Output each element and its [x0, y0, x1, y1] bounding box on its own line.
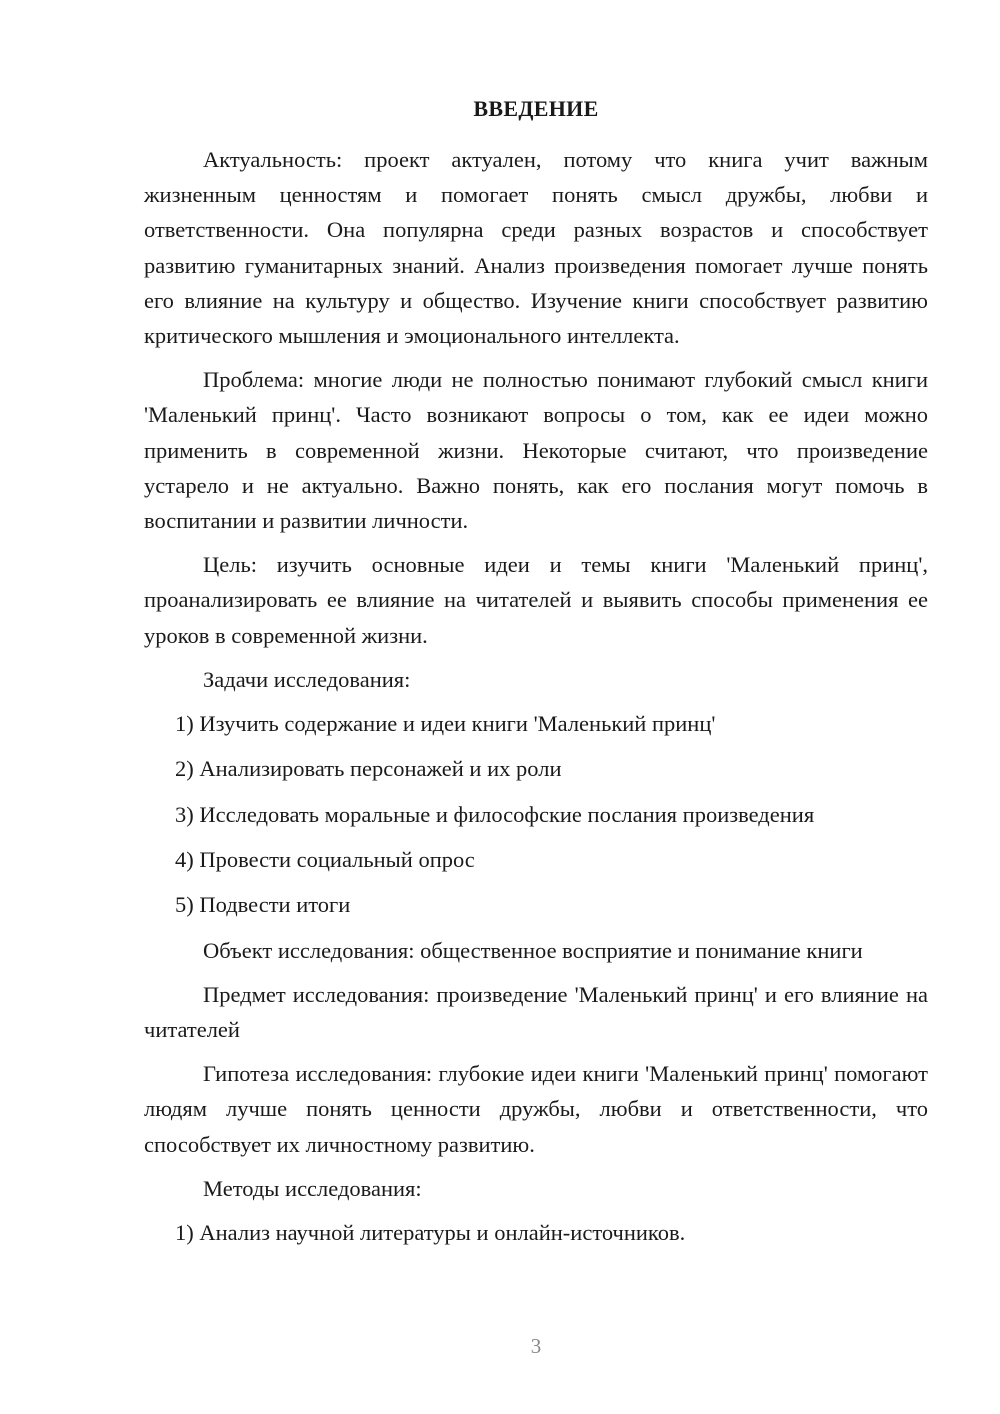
section-heading: ВВЕДЕНИЕ — [473, 96, 599, 121]
tasks-title: Задачи исследования: — [203, 666, 411, 692]
page-number: 3 — [530, 1334, 542, 1358]
list-item: 5) Подвести итоги — [175, 892, 351, 918]
hypothesis-paragraph: Гипотеза исследования: глубокие идеи книги 'Маленький принц' помогают людям лучше понять ценности дружбы, любви и ответственности, что способствует их личностному развитию. — [144, 1061, 928, 1157]
tasks-list — [144, 706, 928, 923]
document-body — [144, 142, 928, 1260]
methods-list — [144, 1215, 928, 1251]
problem-paragraph: Проблема: многие люди не полностью понимают глубокий смысл книги 'Маленький принц'. Часто возникают вопросы о том, как ее идеи можно применить в современной жизни. Некоторые считают, что произведение устарело и не актуально. Важно понять, как его послания могут помочь в воспитании и развитии личности. — [144, 367, 928, 534]
relevance-paragraph: Актуальность: проект актуален, потому что книга учит важным жизненным ценностям и помогает понять смысл дружбы, любви и ответственности. Она популярна среди разных возрастов и способствует развитию гуманитарных знаний. Анализ произведения помогает лучше понять его влияние на культуру и общество. Изучение книги способствует развитию критического мышления и эмоционального интеллекта. — [144, 147, 928, 349]
list-item: 1) Изучить содержание и идеи книги 'Маленький принц' — [175, 711, 716, 737]
methods-title: Методы исследования: — [203, 1175, 422, 1201]
goal-paragraph: Цель: изучить основные идеи и темы книги 'Маленький принц', проанализировать ее влияние на читателей и выявить способы применения ее уроков в современной жизни. — [144, 552, 928, 648]
list-item: 2) Анализировать персонажей и их роли — [175, 756, 562, 782]
subject-paragraph: Предмет исследования: произведение 'Маленький принц' и его влияние на читателей — [144, 981, 928, 1042]
object-paragraph: Объект исследования: общественное восприятие и понимание книги — [203, 937, 863, 963]
list-item: 1) Анализ научной литературы и онлайн-источников. — [175, 1219, 686, 1245]
list-item: 4) Провести социальный опрос — [175, 846, 475, 872]
list-item: 3) Исследовать моральные и философские послания произведения — [175, 801, 815, 827]
